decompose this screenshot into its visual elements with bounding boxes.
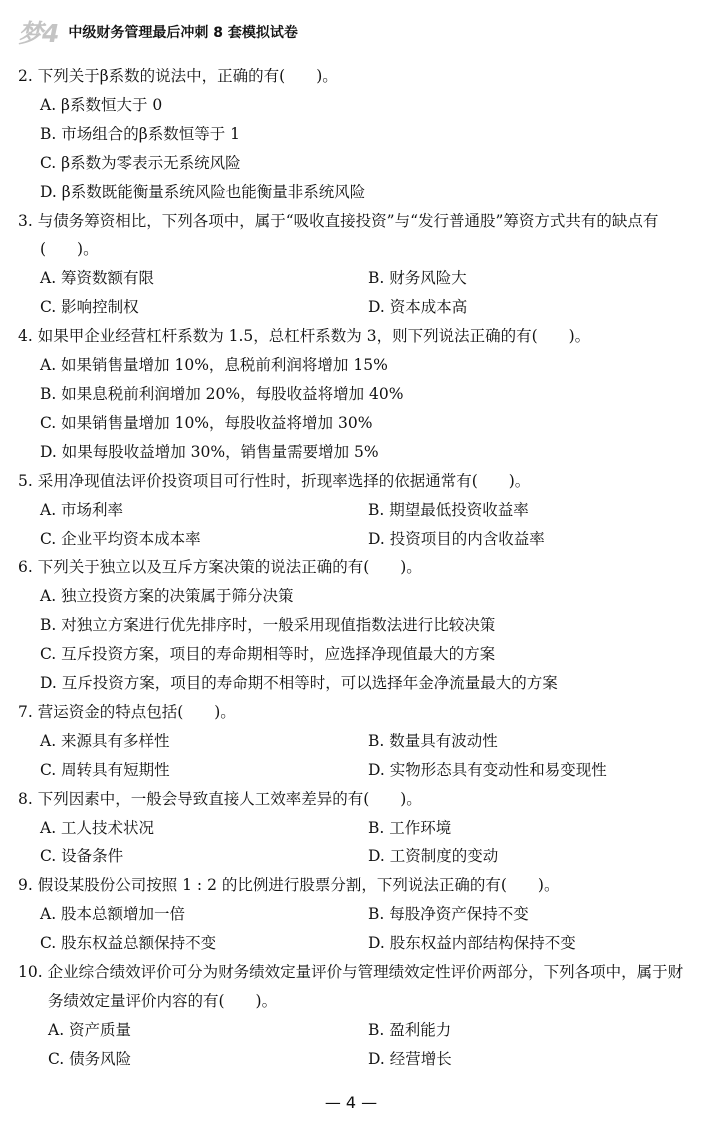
option-b: B. 数量具有波动性 xyxy=(368,731,498,750)
option-c: C. 设备条件 xyxy=(40,847,124,866)
option-b: B. 对独立方案进行优先排序时，一般采用现值指数法进行比较决策 xyxy=(40,616,496,635)
question-stem: 3. 与债务筹资相比，下列各项中，属于“吸收直接投资”与“发行普通股”筹资方式共有的缺点有( )。 xyxy=(18,211,659,259)
question-5 xyxy=(18,467,690,554)
option-c: C. 企业平均资本成本率 xyxy=(40,529,201,548)
option-list xyxy=(18,1016,690,1074)
option-b: B. 工作环境 xyxy=(368,818,452,837)
question-4 xyxy=(18,322,690,467)
option-d: D. 互斥投资方案，项目的寿命期不相等时，可以选择年金净流量最大的方案 xyxy=(40,674,558,693)
option-list xyxy=(18,727,690,785)
question-7 xyxy=(18,698,690,785)
option-b: B. 市场组合的β系数恒等于 1 xyxy=(40,124,240,143)
option-d: D. 投资项目的内含收益率 xyxy=(368,529,545,548)
question-stem: 5. 采用净现值法评价投资项目可行性时，折现率选择的依据通常有( )。 xyxy=(18,471,531,490)
option-list xyxy=(18,814,690,872)
question-stem: 9. 假设某股份公司按照 1 : 2 的比例进行股票分割，下列说法正确的有( )。 xyxy=(18,876,560,895)
question-8 xyxy=(18,785,690,872)
option-c: C. 股东权益总额保持不变 xyxy=(40,934,217,953)
option-b: B. 财务风险大 xyxy=(368,269,467,288)
page-header xyxy=(18,12,298,52)
option-c: C. 互斥投资方案，项目的寿命期相等时，应选择净现值最大的方案 xyxy=(40,645,496,664)
question-stem: 2. 下列关于β系数的说法中，正确的有( )。 xyxy=(18,67,338,85)
option-c: C. 债务风险 xyxy=(48,1049,132,1068)
option-d: D. 如果每股收益增加 30%，销售量需要增加 5% xyxy=(40,442,379,461)
option-a: A. 工人技术状况 xyxy=(40,818,155,837)
question-stem: 10. 企业综合绩效评价可分为财务绩效定量评价与管理绩效定性评价两部分，下列各项中，属于财务绩效定量评价内容的有( )。 xyxy=(18,963,684,1010)
option-b: B. 如果息税前利润增加 20%，每股收益将增加 40% xyxy=(40,384,404,403)
option-d: D. 资本成本高 xyxy=(368,298,468,317)
option-d: D. 股东权益内部结构保持不变 xyxy=(368,934,576,953)
option-d: D. 实物形态具有变动性和易变现性 xyxy=(368,760,607,779)
option-list xyxy=(18,264,690,322)
option-a: A. 股本总额增加一倍 xyxy=(40,905,186,924)
option-d: D. β系数既能衡量系统风险也能衡量非系统风险 xyxy=(40,182,366,201)
question-3 xyxy=(18,207,690,323)
option-c: C. 周转具有短期性 xyxy=(40,760,170,779)
option-b: B. 期望最低投资收益率 xyxy=(368,500,529,519)
option-b: B. 每股净资产保持不变 xyxy=(368,905,529,924)
option-a: A. 筹资数额有限 xyxy=(40,269,155,288)
question-6 xyxy=(18,553,690,698)
question-list xyxy=(18,62,690,1074)
option-list xyxy=(18,496,690,554)
question-stem: 7. 营运资金的特点包括( )。 xyxy=(18,702,236,721)
question-stem: 8. 下列因素中，一般会导致直接人工效率差异的有( )。 xyxy=(18,789,422,808)
option-c: C. 影响控制权 xyxy=(40,298,139,317)
option-a: A. 独立投资方案的决策属于筛分决策 xyxy=(40,587,294,606)
option-a: A. β系数恒大于 0 xyxy=(40,95,163,114)
question-10 xyxy=(18,958,690,1074)
question-stem: 4. 如果甲企业经营杠杆系数为 1.5，总杠杆系数为 3，则下列说法正确的有( )。 xyxy=(18,327,591,346)
option-c: C. β系数为零表示无系统风险 xyxy=(40,153,241,172)
option-a: A. 来源具有多样性 xyxy=(40,731,170,750)
option-list xyxy=(18,582,690,698)
option-list xyxy=(18,91,690,207)
option-a: A. 市场利率 xyxy=(40,500,124,519)
question-stem: 6. 下列关于独立以及互斥方案决策的说法正确的有( )。 xyxy=(18,558,422,577)
option-b: B. 盈利能力 xyxy=(368,1020,452,1039)
option-a: A. 如果销售量增加 10%，息税前利润将增加 15% xyxy=(40,356,388,375)
question-9 xyxy=(18,871,690,958)
page-number: — 4 — xyxy=(324,1093,378,1112)
question-2 xyxy=(18,62,690,207)
option-list xyxy=(18,351,690,467)
option-list xyxy=(18,900,690,958)
option-d: D. 经营增长 xyxy=(368,1049,452,1068)
series-logo: 梦4 xyxy=(18,19,59,48)
option-a: A. 资产质量 xyxy=(48,1020,132,1039)
book-title: 中级财务管理最后冲刺 8 套模拟试卷 xyxy=(68,25,298,41)
option-c: C. 如果销售量增加 10%，每股收益将增加 30% xyxy=(40,413,373,432)
option-d: D. 工资制度的变动 xyxy=(368,847,499,866)
